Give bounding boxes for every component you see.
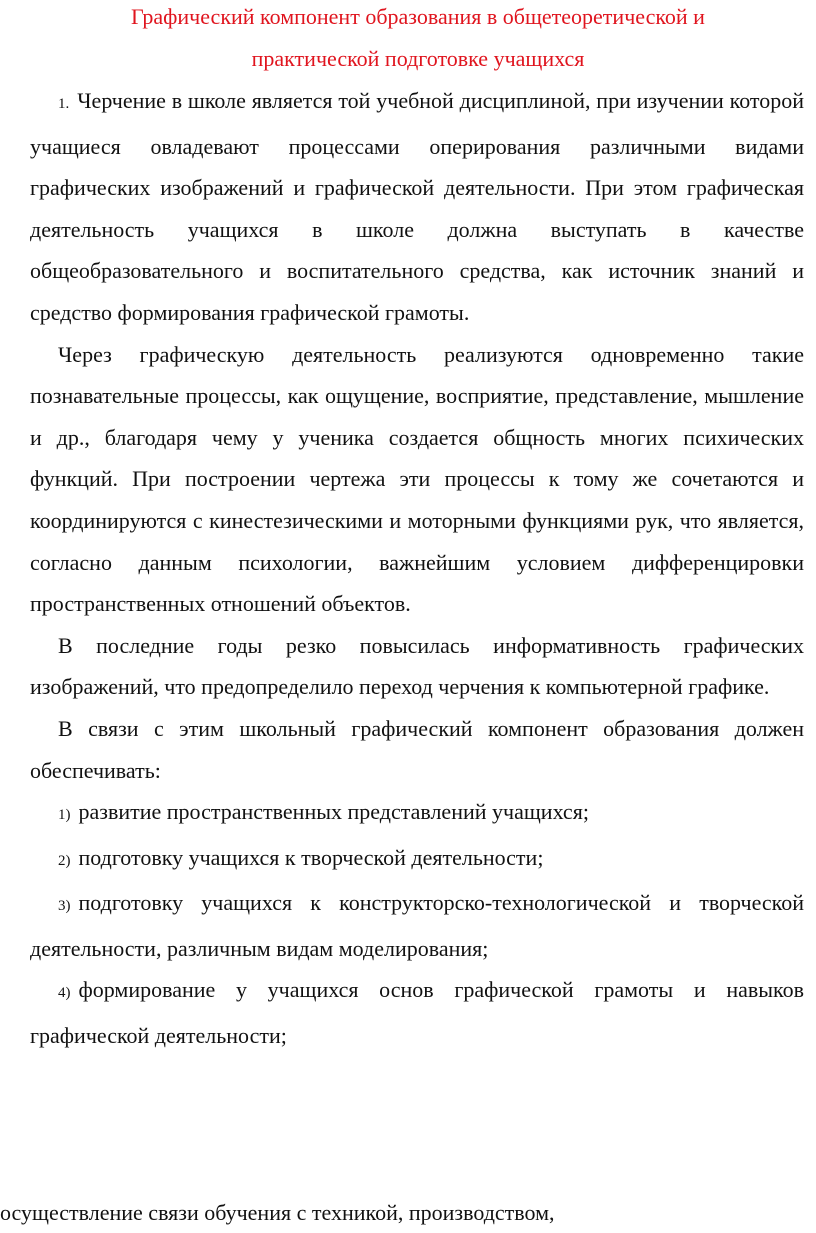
- list-item-text: подготовку учащихся к творческой деятельности;: [78, 844, 544, 870]
- list-item-1: [30, 791, 804, 837]
- title-line-1: Графический компонент образования в общетеоретической и: [131, 4, 705, 29]
- document-body: [30, 80, 804, 1057]
- list-item-4: [30, 969, 804, 1056]
- list-item-text: развитие пространственных представлений учащихся;: [78, 799, 589, 825]
- paragraph-3: В последние годы резко повысилась информативность графических изображений, что предопределило переход черчения к компьютерной графике.: [30, 632, 804, 700]
- paragraph-4: В связи с этим школьный графический компонент образования должен обеспечивать:: [30, 715, 804, 783]
- paragraph-number: 1.: [58, 96, 70, 112]
- list-item-number: 3): [58, 898, 71, 915]
- list-item-number: 4): [58, 985, 71, 1002]
- list-item-text: подготовку учащихся к конструкторско-технологической и творческой деятельности, различным видам моделирования;: [30, 890, 804, 961]
- paragraph-1: [30, 80, 804, 334]
- list-item-number: 1): [58, 807, 71, 824]
- list-item-number: 2): [58, 852, 71, 869]
- list-item-3: [30, 882, 804, 969]
- list-item-2: [30, 837, 804, 883]
- document-title: [0, 0, 816, 80]
- paragraph-2: Через графическую деятельность реализуются одновременно такие познавательные процессы, как ощущение, восприятие, представление, мышление и др., благодаря чему у ученика создается общность многих психических функций. При построении чертежа эти процессы к тому же сочетаются и координируются с кинестезическими и моторными функциями рук, что является, согласно данным психологии, важнейшим условием дифференцировки пространственных отношений объектов.: [30, 341, 804, 617]
- title-line-2: практической подготовке учащихся: [251, 46, 585, 71]
- tail-line: осуществление связи обучения с техникой, производством,: [0, 1200, 555, 1225]
- list-item-text: формирование у учащихся основ графической грамоты и навыков графической деятельности;: [30, 977, 804, 1049]
- paragraph-text: Черчение в школе является той учебной дисциплиной, при изучении которой учащиеся овладевают процессами оперирования различными видами графических изображений и графической деятельности. При этом графическая деятельность учащихся в школе должна выступать в качестве общеобразовательного и воспитательного средства, как источник знаний и средство формирования графической грамоты.: [30, 88, 804, 325]
